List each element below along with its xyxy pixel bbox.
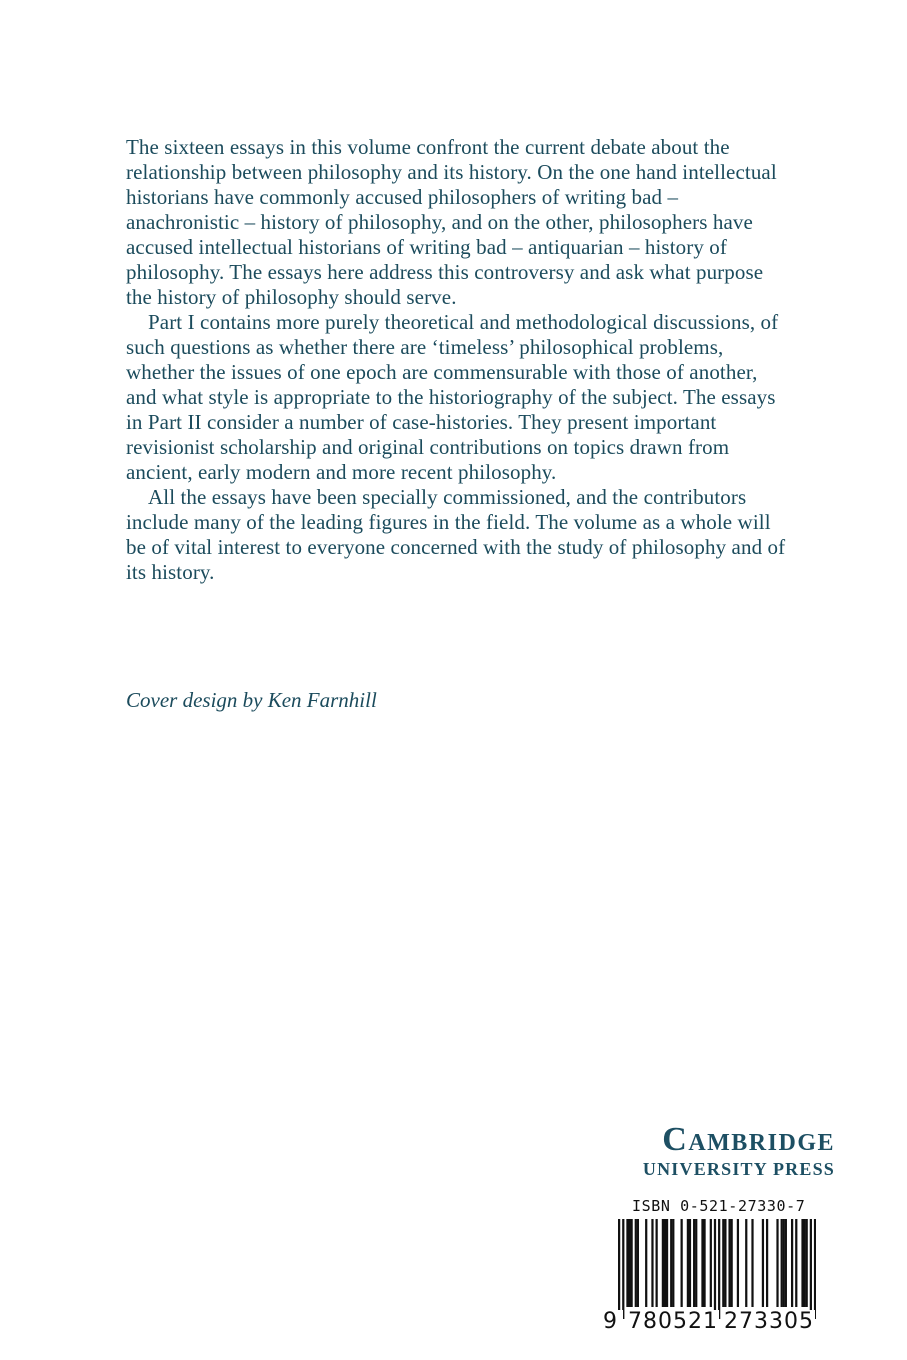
barcode bbox=[618, 1219, 816, 1319]
barcode-bar bbox=[664, 1219, 666, 1307]
barcode-bar bbox=[666, 1219, 668, 1307]
barcode-bar bbox=[635, 1219, 637, 1307]
barcode-digits bbox=[603, 1310, 817, 1334]
barcode-bar bbox=[810, 1219, 812, 1319]
barcode-bar bbox=[806, 1219, 808, 1307]
barcode-bar bbox=[631, 1219, 633, 1307]
barcode-bar bbox=[751, 1219, 753, 1307]
publisher-name: Cambridge bbox=[662, 1121, 835, 1158]
barcode-bar bbox=[710, 1219, 712, 1307]
blurb-paragraph-2: Part I contains more purely theoretical and methodological discussions, of such questions as whether there are ‘timeless’ philosophical problems, whether the issues of one epoch are commensurable with those of another, and what style is appropriate to the historiography of the subject. The essays in Part II consider a number of case-histories. They present important revisionist scholarship and original contributions on topics drawn from ancient, early modern and more recent philosophy. bbox=[126, 310, 779, 484]
publisher-subtitle: UNIVERSITY PRESS bbox=[642, 1159, 835, 1179]
barcode-bar bbox=[766, 1219, 768, 1307]
barcode-bar bbox=[626, 1219, 628, 1307]
barcode-bar bbox=[762, 1219, 764, 1307]
barcode-bar bbox=[737, 1219, 739, 1307]
barcode-bar bbox=[795, 1219, 797, 1307]
barcode-bar bbox=[672, 1219, 674, 1307]
barcode-bar bbox=[776, 1219, 778, 1307]
publisher-logo bbox=[560, 1122, 835, 1180]
barcode-bar bbox=[781, 1219, 783, 1307]
barcode-bar bbox=[651, 1219, 653, 1307]
barcode-bar bbox=[722, 1219, 724, 1307]
barcode-bar bbox=[670, 1219, 672, 1307]
cover-design-credit: Cover design by Ken Farnhill bbox=[126, 688, 377, 712]
blurb-paragraph-3: All the essays have been specially commissioned, and the contributors include many of the leading figures in the field. The volume as a whole will be of vital interest to everyone concerned with the study of philosophy and of its history. bbox=[126, 485, 786, 584]
blurb-paragraph-1: The sixteen essays in this volume confront the current debate about the relationship between philosophy and its history. On the one hand intellectual historians have commonly accused philosophers of writing bad – anachronistic – history of philosophy, and on the other, philosophers have accused intellectual historians of writing bad – antiquarian – history of philosophy. The essays here address this controversy and ask what purpose the history of philosophy should serve. bbox=[126, 135, 777, 309]
barcode-left-digits: 780521 bbox=[628, 1309, 718, 1334]
barcode-bar bbox=[618, 1219, 620, 1319]
barcode-bar bbox=[783, 1219, 785, 1307]
barcode-bar bbox=[662, 1219, 664, 1307]
barcode-bar bbox=[731, 1219, 733, 1307]
barcode-bar bbox=[803, 1219, 805, 1307]
barcode-bar bbox=[785, 1219, 787, 1307]
barcode-bar bbox=[801, 1219, 803, 1307]
barcode-bar bbox=[814, 1219, 816, 1319]
barcode-bar bbox=[745, 1219, 747, 1307]
barcode-bar bbox=[714, 1219, 716, 1319]
barcode-bar bbox=[687, 1219, 689, 1307]
barcode-right-digits: 273305 bbox=[724, 1309, 814, 1334]
barcode-bar bbox=[695, 1219, 697, 1307]
barcode-bars bbox=[618, 1219, 816, 1319]
barcode-bar bbox=[656, 1219, 658, 1307]
isbn-label: ISBN 0-521-27330-7 bbox=[632, 1197, 806, 1215]
barcode-bar bbox=[791, 1219, 793, 1307]
barcode-bar bbox=[701, 1219, 703, 1307]
barcode-bar bbox=[718, 1219, 720, 1319]
barcode-bar bbox=[703, 1219, 705, 1307]
barcode-bar bbox=[689, 1219, 691, 1307]
barcode-bar bbox=[622, 1219, 624, 1319]
barcode-bar bbox=[681, 1219, 683, 1307]
barcode-bar bbox=[637, 1219, 639, 1307]
barcode-bar bbox=[728, 1219, 730, 1307]
blurb-text bbox=[126, 135, 786, 585]
barcode-bar bbox=[628, 1219, 630, 1307]
barcode-lead-digit: 9 bbox=[603, 1310, 623, 1334]
barcode-bar bbox=[645, 1219, 647, 1307]
barcode-bar bbox=[693, 1219, 695, 1307]
barcode-bar bbox=[724, 1219, 726, 1307]
